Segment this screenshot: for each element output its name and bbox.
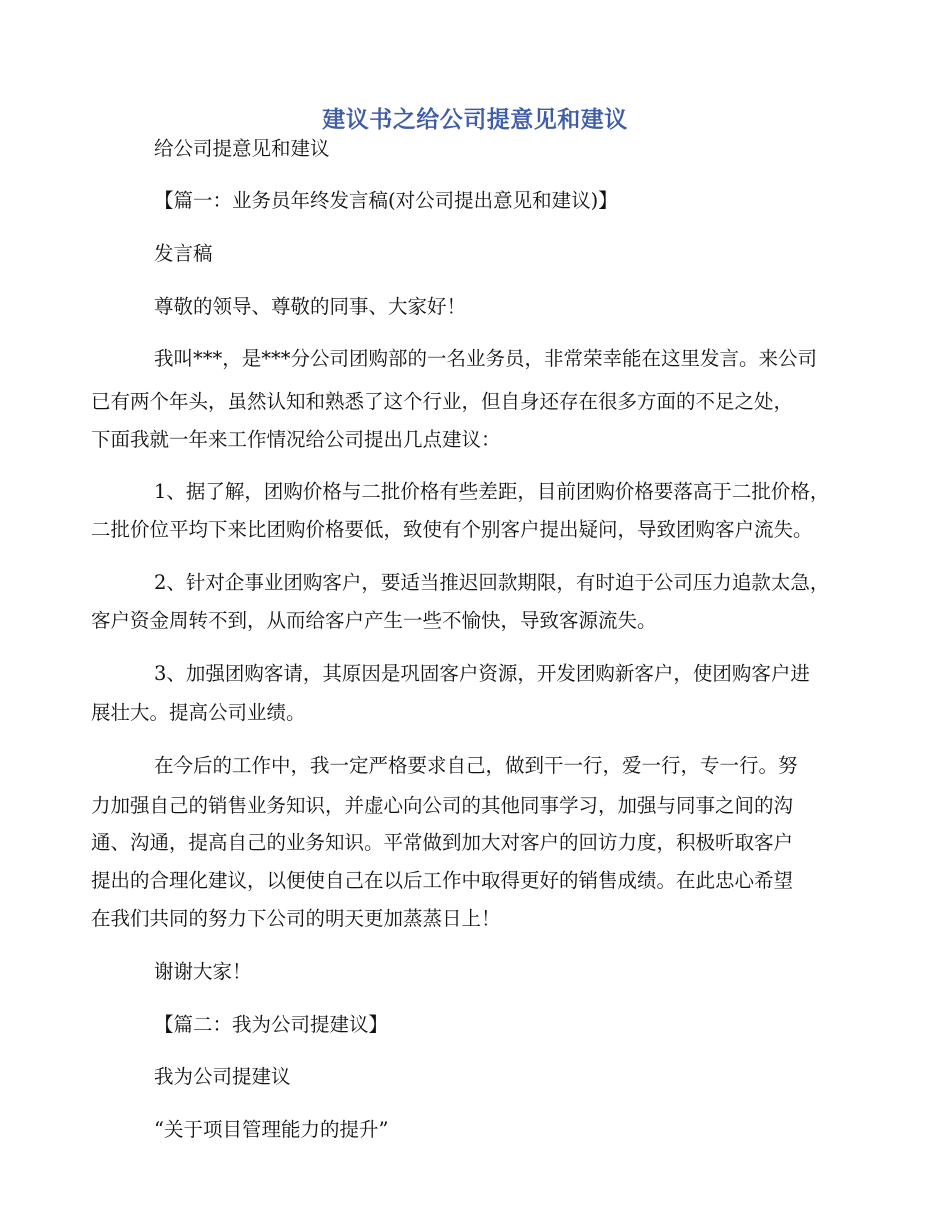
list-item-line: 3、加强团购客请，其原因是巩固客户资源，开发团购新客户，使团购客户进 xyxy=(154,662,810,685)
paragraph-line: 谢谢大家！ xyxy=(154,960,252,983)
list-item-line: 1、据了解，团购价格与二批价格有些差距，目前团购价格要落高于二批价格， xyxy=(154,480,830,503)
paragraph-line: 通、沟通，提高自己的业务知识。平常做到加大对客户的回访力度，积极听取客户 xyxy=(91,831,794,854)
list-item-line: 二批价位平均下来比团购价格要低，致使有个别客户提出疑问，导致团购客户流失。 xyxy=(91,518,813,541)
paragraph-line: 下面我就一年来工作情况给公司提出几点建议： xyxy=(91,428,501,451)
paragraph-line: 我叫***，是***分公司团购部的一名业务员，非常荣幸能在这里发言。来公司 xyxy=(154,347,818,370)
paragraph-line: 尊敬的领导、尊敬的同事、大家好！ xyxy=(154,295,467,318)
list-item-line: 展壮大。提高公司业绩。 xyxy=(91,701,306,724)
list-item-line: 2、针对企事业团购客户，要适当推迟回款期限，有时迫于公司压力追款太急， xyxy=(154,571,830,594)
paragraph-line: “关于项目管理能力的提升” xyxy=(154,1118,389,1141)
list-item-line: 客户资金周转不到，从而给客户产生一些不愉快，导致客源流失。 xyxy=(91,609,657,632)
subtitle-line: 给公司提意见和建议 xyxy=(154,137,330,160)
paragraph-line: 提出的合理化建议，以便使自己在以后工作中取得更好的销售成绩。在此忠心希望 xyxy=(91,869,794,892)
paragraph-line: 我为公司提建议 xyxy=(154,1065,291,1088)
paragraph-line: 已有两个年头，虽然认知和熟悉了这个行业，但自身还存在很多方面的不足之处， xyxy=(91,390,794,413)
paragraph-line: 在我们共同的努力下公司的明天更加蒸蒸日上！ xyxy=(91,907,501,930)
paragraph-line: 在今后的工作中，我一定严格要求自己，做到干一行，爱一行，专一行。努 xyxy=(154,754,798,777)
section-heading-2: 【篇二：我为公司提建议】 xyxy=(154,1013,389,1036)
paragraph-line: 发言稿 xyxy=(154,242,213,265)
paragraph-line: 力加强自己的销售业务知识，并虚心向公司的其他同事学习，加强与同事之间的沟 xyxy=(91,794,794,817)
section-heading-1: 【篇一：业务员年终发言稿(对公司提出意见和建议)】 xyxy=(154,189,618,212)
document-title: 建议书之给公司提意见和建议 xyxy=(322,106,628,133)
